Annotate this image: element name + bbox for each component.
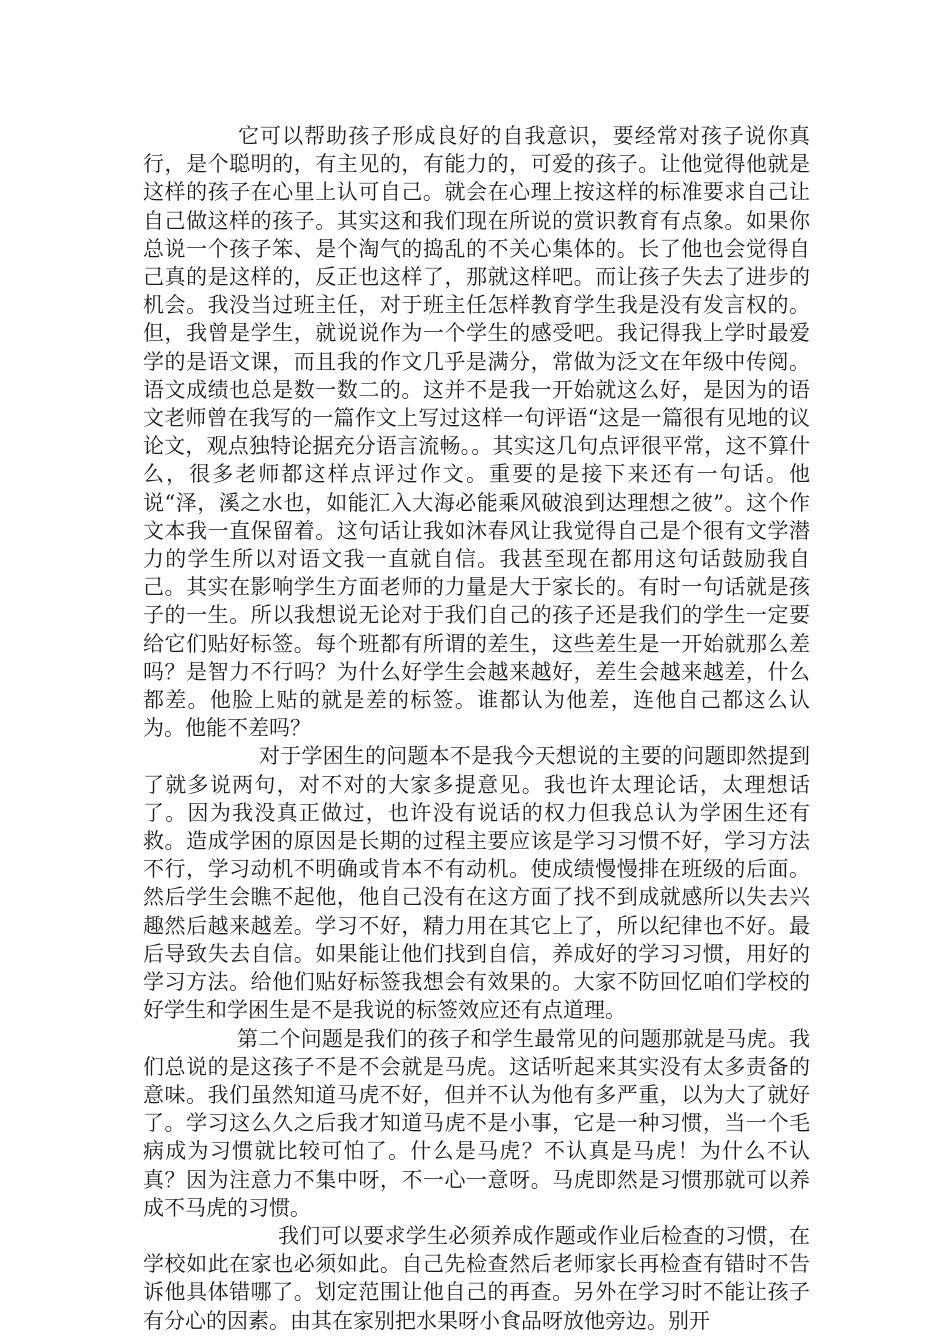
paragraph-labeling-effect: 它可以帮助孩子形成良好的自我意识，要经常对孩子说你真行，是个聪明的，有主见的，有能力的，可爱的孩子。让他觉得他就是这样的孩子在心里上认可自己。就会在心理上按这样的标准要求自己让自己做这样的孩子。其实这和我们现在所说的赏识教育有点象。如果你总说一个孩子笨、是个淘气的捣乱的不关心集体的。长了他也会觉得自己真的是这样的，反正也这样了，那就这样吧。而让孩子失去了进步的机会。我没当过班主任，对于班主任怎样教育学生我是没有发言权的。但，我曾是学生，就说说作为一个学生的感受吧。我记得我上学时最爱学的是语文课，而且我的作文几乎是满分，常做为泛文在年级中传阅。语文成绩也总是数一数二的。这并不是我一开始就这么好，是因为的语文老师曾在我写的一篇作文上写过这样一句评语“这是一篇很有见地的议论文，观点独特论据充分语言流畅。。其实这几句点评很平常，这不算什么，很多老师都这样点评过作文。重要的是接下来还有一句话。他说“泽，溪之水也，如能汇入大海必能乘风破浪到达理想之彼”。这个作文本我一直保留着。这句话让我如沐春风让我觉得自己是个很有文学潜力的学生所以对语文我一直就自信。我甚至现在都用这句话鼓励我自己。其实在影响学生方面老师的力量是大于家长的。有时一句话就是孩子的一生。所以我想说无论对于我们自己的孩子还是我们的学生一定要给它们贴好标签。每个班都有所谓的差生，这些差生是一开始就那么差吗？是智力不行吗？为什么好学生会越来越好，差生会越来越差，什么都差。他脸上贴的就是差的标签。谁都认为他差，连他自己都这么认为。他能不差吗？ [143,124,810,741]
paragraph-carelessness: 第二个问题是我们的孩子和学生最常见的问题那就是马虎。我们总说的是这孩子不是不会就是马虎。这话听起来其实没有太多责备的意味。我们虽然知道马虎不好，但并不认为他有多严重，以为大了就好了。学习这么久之后我才知道马虎不是小事，它是一种习惯，当一个毛病成为习惯就比较可怕了。什么是马虎？不认真是马虎！为什么不认真？因为注意力不集中呀，不一心一意呀。马虎即然是习惯那就可以养成不马虎的习惯。 [143,1026,810,1220]
paragraph-struggling-students: 对于学困生的问题本不是我今天想说的主要的问题即然提到了就多说两句，对不对的大家多提意见。我也许太理论话，太理想话了。因为我没真正做过，也许没有说话的权力但我总认为学困生还有救。造成学困的原因是长期的过程主要应该是学习习惯不好，学习方法不行，学习动机不明确或肯本不有动机。使成绩慢慢排在班级的后面。然后学生会瞧不起他，他自己没有在这方面了找不到成就感所以失去兴趣然后越来越差。学习不好，精力用在其它上了，所以纪律也不好。最后导致失去自信。如果能让他们找到自信，养成好的学习习惯，用好的学习方法。给他们贴好标签我想会有效果的。大家不防回忆咱们学校的好学生和学困生是不是我说的标签效应还有点道理。 [143,744,810,1023]
document-page [143,122,810,1335]
paragraph-checking-habits: 我们可以要求学生必须养成作题或作业后检查的习惯，在学校如此在家也必须如此。自己先检查然后老师家长再检查有错时不告诉他具体错哪了。划定范围让他自己的再查。另外在学习时不能让孩子有分心的因素。由其在家别把水果呀小食品呀放他旁边。别开 [143,1223,810,1333]
